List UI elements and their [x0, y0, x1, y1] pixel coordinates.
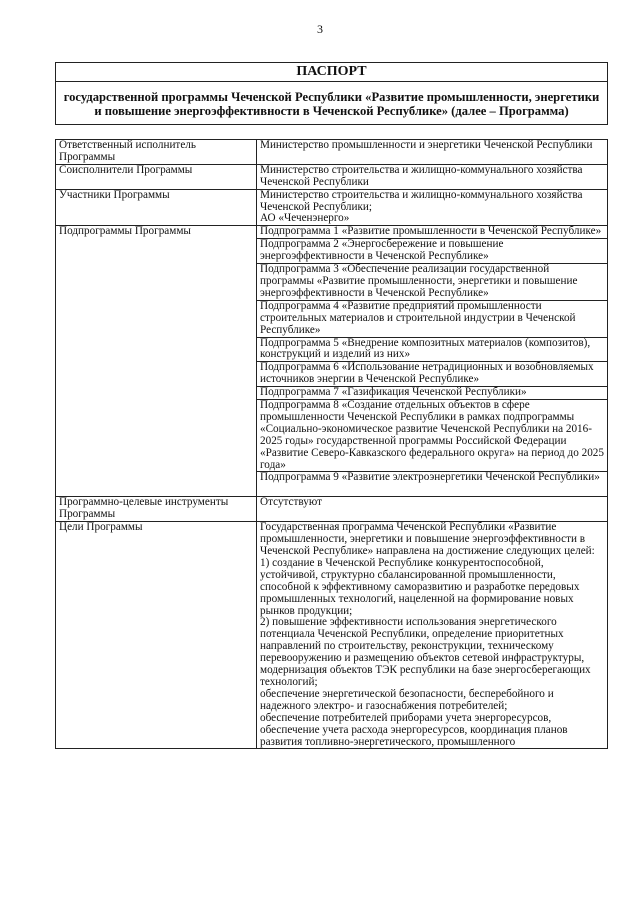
subprograms-list — [257, 226, 608, 497]
subprogram-item: Подпрограмма 6 «Использование нетрадиционных и возобновляемых источников энергии в Чеченской Республике» — [257, 362, 607, 387]
subprogram-item: Подпрограмма 3 «Обеспечение реализации государственной программы «Развитие промышленности, энергетики и повышение энергоэффективности в Чеченской Республике» — [257, 264, 607, 301]
goals-label: Цели Программы — [56, 522, 257, 749]
subprogram-item: Подпрограмма 8 «Создание отдельных объектов в сфере промышленности Чеченской Республики в рамках подпрограммы «Социально-экономическое развитие Чеченской Республики на 2016-2025 годы» государственной программы Российской Федерации «Развитие Северо-Кавказского федерального округа» на период до 2025 года» — [257, 400, 607, 472]
table-row — [56, 164, 608, 189]
responsible-value: Министерство промышленности и энергетики Чеченской Республики — [257, 140, 608, 165]
participants-value-1: Министерство строительства и жилищно-коммунального хозяйства Чеченской Республики; — [260, 188, 583, 213]
goals-item-2: 2) повышение эффективности использования энергетического потенциала Чеченской Республики, определение приоритетных направлений по строительству, реконструкции, техническому перевооружению и размещению объектов сетевой инфраструктуры, модернизация объектов ТЭК республики на базе энергосберегающих технологий; — [260, 616, 591, 688]
responsible-label: Ответственный исполнитель Программы — [56, 140, 257, 165]
instruments-label: Программно-целевые инструменты Программы — [56, 497, 257, 522]
passport-heading-block — [55, 62, 608, 125]
goals-intro: Государственная программа Чеченской Республики «Развитие промышленности, энергетики и повышение энергоэффективности в Чеченской Республике» направлена на достижение следующих целей: — [260, 521, 595, 557]
table-row — [56, 189, 608, 226]
subprogram-item: Подпрограмма 1 «Развитие промышленности в Чеченской Республике» — [257, 226, 607, 239]
goals-item-3: обеспечение энергетической безопасности, бесперебойного и надежного электро- и газоснабжения потребителей; — [260, 687, 554, 712]
subprogram-item: Подпрограмма 5 «Внедрение композитных материалов (композитов), конструкций и изделий из них» — [257, 338, 607, 363]
table-row — [56, 226, 608, 497]
participants-value-2: АО «Чеченэнерго» — [260, 212, 350, 225]
table-row — [56, 140, 608, 165]
page-number: 3 — [317, 22, 323, 36]
coexecutors-label: Соисполнители Программы — [56, 164, 257, 189]
participants-label: Участники Программы — [56, 189, 257, 226]
participants-value — [257, 189, 608, 226]
goals-item-1: 1) создание в Чеченской Республике конкурентоспособной, устойчивой, структурно сбалансированной промышленности, способной к эффективному саморазвитию и разработке передовых промышленных технологий, нацеленной на формирование новых рынков продукции; — [260, 556, 580, 617]
subprogram-item: Подпрограмма 2 «Энергосбережение и повышение энергоэффективности в Чеченской Республике» — [257, 239, 607, 264]
passport-table — [55, 139, 608, 749]
table-row — [56, 522, 608, 749]
subprogram-item: Подпрограмма 4 «Развитие предприятий промышленности строительных материалов и строительной индустрии в Чеченской Республике» — [257, 301, 607, 338]
passport-header: ПАСПОРТ — [56, 63, 607, 82]
table-row — [56, 497, 608, 522]
goals-item-4: обеспечение потребителей приборами учета энергоресурсов, обеспечение учета расхода энергоресурсов, координация планов развития топливно-энергетического, промышленного — [260, 711, 568, 748]
passport-title: государственной программы Чеченской Республики «Развитие промышленности, энергетики и повышение энергоэффективности в Чеченской Республике» (далее – Программа) — [63, 90, 600, 118]
subprogram-item: Подпрограмма 7 «Газификация Чеченской Республики» — [257, 387, 607, 400]
coexecutors-value: Министерство строительства и жилищно-коммунального хозяйства Чеченской Республики — [257, 164, 608, 189]
goals-value — [257, 522, 608, 749]
instruments-value: Отсутствуют — [257, 497, 608, 522]
subprogram-item: Подпрограмма 9 «Развитие электроэнергетики Чеченской Республики» — [260, 471, 600, 484]
subprograms-label: Подпрограммы Программы — [56, 226, 257, 497]
